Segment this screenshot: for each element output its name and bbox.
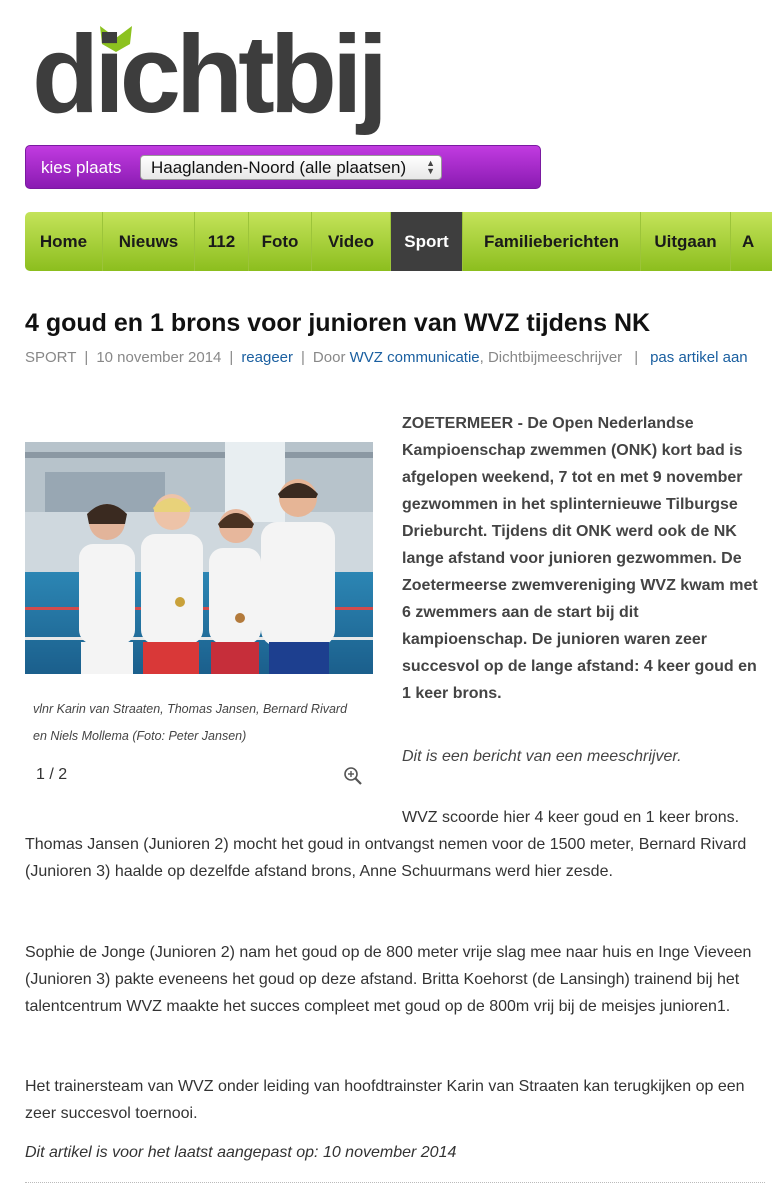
photo-caption: vlnr Karin van Straaten, Thomas Jansen, Bernard Rivard en Niels Mollema (Foto: Peter Jansen)	[33, 702, 348, 743]
react-link[interactable]: reageer	[241, 349, 294, 366]
byline-prefix: Door	[312, 349, 346, 366]
article-title: 4 goud en 1 brons voor junioren van WVZ tijdens NK	[25, 309, 651, 337]
article-paragraph-2: Sophie de Jonge (Junioren 2) nam het goud op de 800 meter vrije slag mee naar huis en Inge Vieveen (Junioren 3) pakte eveneens het goud op deze afstand. Britta Koehorst (de Lansingh) trainend bij het talentcentrum WVZ maakte het succes compleet met goud op de 800m vrij bij de meisjes junioren1.	[25, 944, 752, 1015]
edit-article-link[interactable]: pas artikel aan	[650, 349, 748, 366]
article-meta: SPORT | 10 november 2014 | reageer | Door WVZ communicatie, Dichtbijmeeschrijver | pas artikel aan	[25, 349, 748, 366]
nav-item-home[interactable]: Home	[25, 212, 103, 271]
logo-text: dichtbij	[32, 13, 384, 136]
article-paragraph-1: WVZ scoorde hier 4 keer goud en 1 keer brons. Thomas Jansen (Junioren 2) mocht het goud in ontvangst nemen voor de 1500 meter, Bernard Rivard (Junioren 3) haalde op dezelfde afstand brons, Anne Schuurmans werd hier zesde.	[25, 809, 747, 880]
author-role: , Dichtbijmeeschrijver	[479, 349, 623, 366]
article-category[interactable]: SPORT	[25, 349, 77, 366]
photo-counter: 1 / 2	[36, 766, 68, 783]
main-nav	[25, 212, 772, 271]
place-selector-bar	[25, 145, 541, 189]
zoom-icon[interactable]	[343, 766, 363, 786]
article-photo[interactable]	[25, 442, 373, 674]
place-label: kies plaats	[41, 158, 122, 177]
place-select[interactable]	[140, 155, 442, 180]
photo-gallery	[25, 442, 373, 783]
nav-item-familieberichten[interactable]: Familieberichten	[463, 212, 641, 271]
article-intro: ZOETERMEER - De Open Nederlandse Kampioenschap zwemmen (ONK) kort bad is afgelopen weekend, 7 tot en met 9 november gezwommen in het splinternieuwe Tilburgse Drieburcht. Tijdens dit ONK werd ook de NK lange afstand voor junioren gezwommen. De Zoetermeerse zwemvereniging WVZ kwam met 6 zwemmers aan de start bij dit kampioenschap. De junioren waren zeer succesvol op de lange afstand: 4 keer goud en 1 keer brons.	[402, 415, 758, 702]
place-select-value: Haaglanden-Noord (alle plaatsen)	[151, 158, 407, 177]
nav-item-uitgaan[interactable]: Uitgaan	[641, 212, 731, 271]
article-paragraph-3: Het trainersteam van WVZ onder leiding van hoofdtrainster Karin van Straaten kan terugkijken op een zeer succesvol toernooi.	[25, 1078, 745, 1122]
site-logo[interactable]	[32, 13, 412, 136]
nav-item-nieuws[interactable]: Nieuws	[103, 212, 195, 271]
last-modified-note: Dit artikel is voor het laatst aangepast op: 10 november 2014	[25, 1144, 457, 1161]
author-link[interactable]: WVZ communicatie	[349, 349, 480, 366]
divider	[25, 1182, 765, 1183]
nav-item-a[interactable]: A	[731, 212, 772, 271]
contributor-note: Dit is een bericht van een meeschrijver.	[402, 748, 682, 765]
nav-item-video[interactable]: Video	[312, 212, 391, 271]
nav-item-foto[interactable]: Foto	[249, 212, 312, 271]
nav-item-sport[interactable]: Sport	[391, 212, 463, 271]
article-date: 10 november 2014	[96, 349, 222, 366]
select-arrows-icon: ▲ ▼	[426, 158, 435, 176]
nav-item-112[interactable]: 112	[195, 212, 249, 271]
